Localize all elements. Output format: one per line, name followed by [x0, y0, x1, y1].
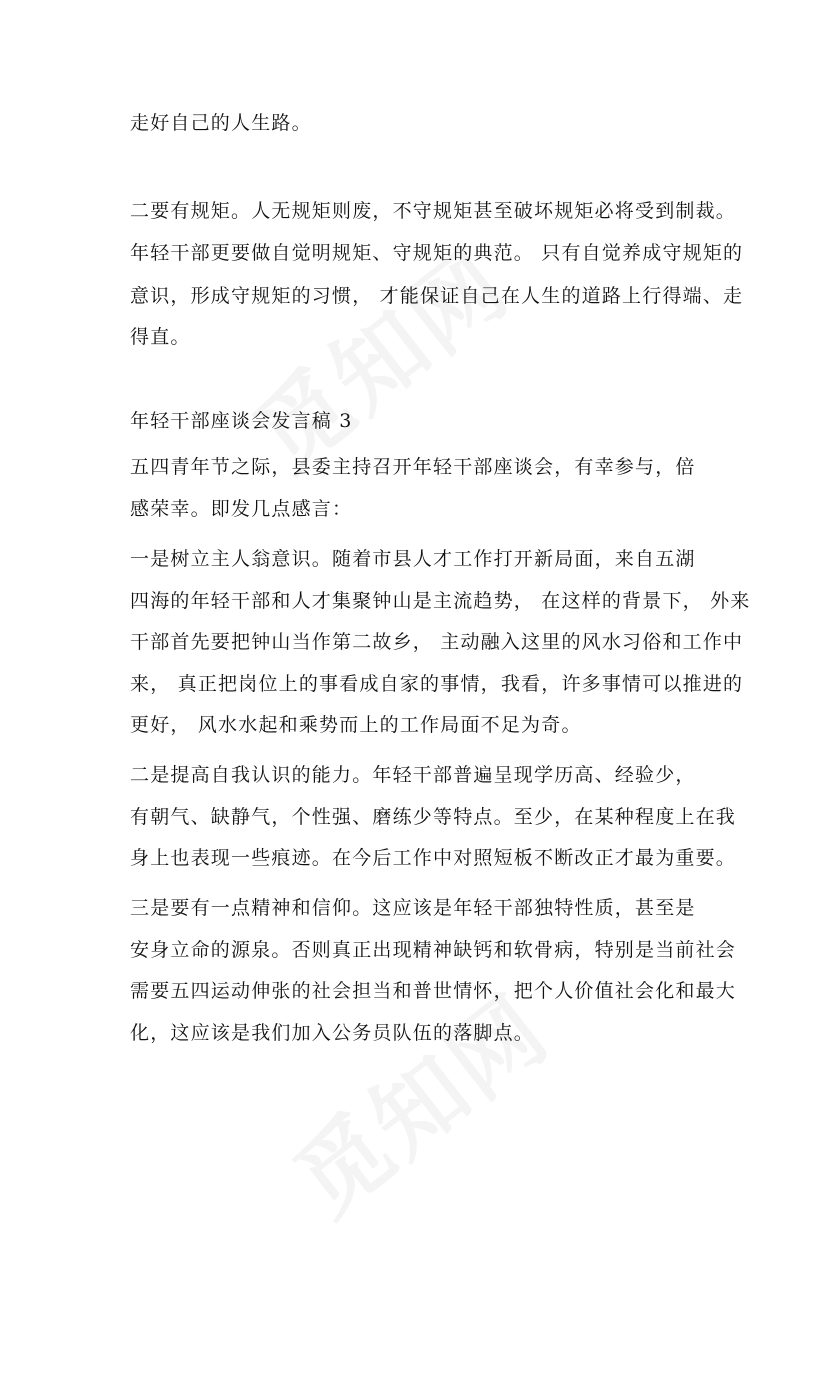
- text-line: 年轻干部更要做自觉明规矩、守规矩的典范。 只有自觉养成守规矩的: [130, 242, 744, 264]
- text-line: 五四青年节之际，县委主持召开年轻干部座谈会，有幸参与，倍: [130, 456, 696, 478]
- text-line: 感荣幸。即发几点感言：: [130, 498, 353, 520]
- watermark-text: [223, 188, 564, 495]
- text-line: 意识，形成守规矩的习惯， 才能保证自己在人生的道路上行得端、走: [130, 285, 744, 307]
- text-line: 化，这应该是我们加入公务员队伍的落脚点。: [130, 1022, 535, 1044]
- text-line: 身上也表现一些痕迹。在今后工作中对照短板不断改正才最为重要。: [130, 847, 737, 869]
- text-line: 需要五四运动伸张的社会担当和普世情怀，把个人价值社会化和最大: [130, 980, 737, 1002]
- text-line: 三是要有一点精神和信仰。这应该是年轻干部独特性质，甚至是: [130, 897, 696, 919]
- watermark-lower: [263, 933, 726, 1396]
- text-line: 二是提高自我认识的能力。年轻干部普遍呈现学历高、经验少，: [130, 764, 696, 786]
- text-line: 得直。: [130, 326, 191, 348]
- text-line: 一是树立主人翁意识。随着市县人才工作打开新局面，来自五湖: [130, 548, 696, 570]
- text-line: 走好自己的人生路。: [130, 112, 312, 134]
- text-line: 干部首先要把钟山当作第二故乡， 主动融入这里的风水习俗和工作中: [130, 631, 744, 653]
- text-line: 安身立命的源泉。否则真正出现精神缺钙和软骨病，特别是当前社会: [130, 939, 737, 961]
- text-line: 来， 真正把岗位上的事看成自家的事情，我看，许多事情可以推进的: [130, 673, 744, 695]
- text-line: 二要有规矩。人无规矩则废，不守规矩甚至破坏规矩必将受到制裁。: [130, 200, 737, 222]
- section-heading: 年轻干部座谈会发言稿 3: [130, 410, 353, 432]
- text-line: 更好， 风水水起和乘势而上的工作局面不足为奇。: [130, 714, 582, 736]
- text-line: 有朝气、缺静气，个性强、磨练少等特点。至少，在某种程度上在我: [130, 806, 737, 828]
- text-line: 四海的年轻干部和人才集聚钟山是主流趋势， 在这样的背景下， 外来: [130, 590, 751, 612]
